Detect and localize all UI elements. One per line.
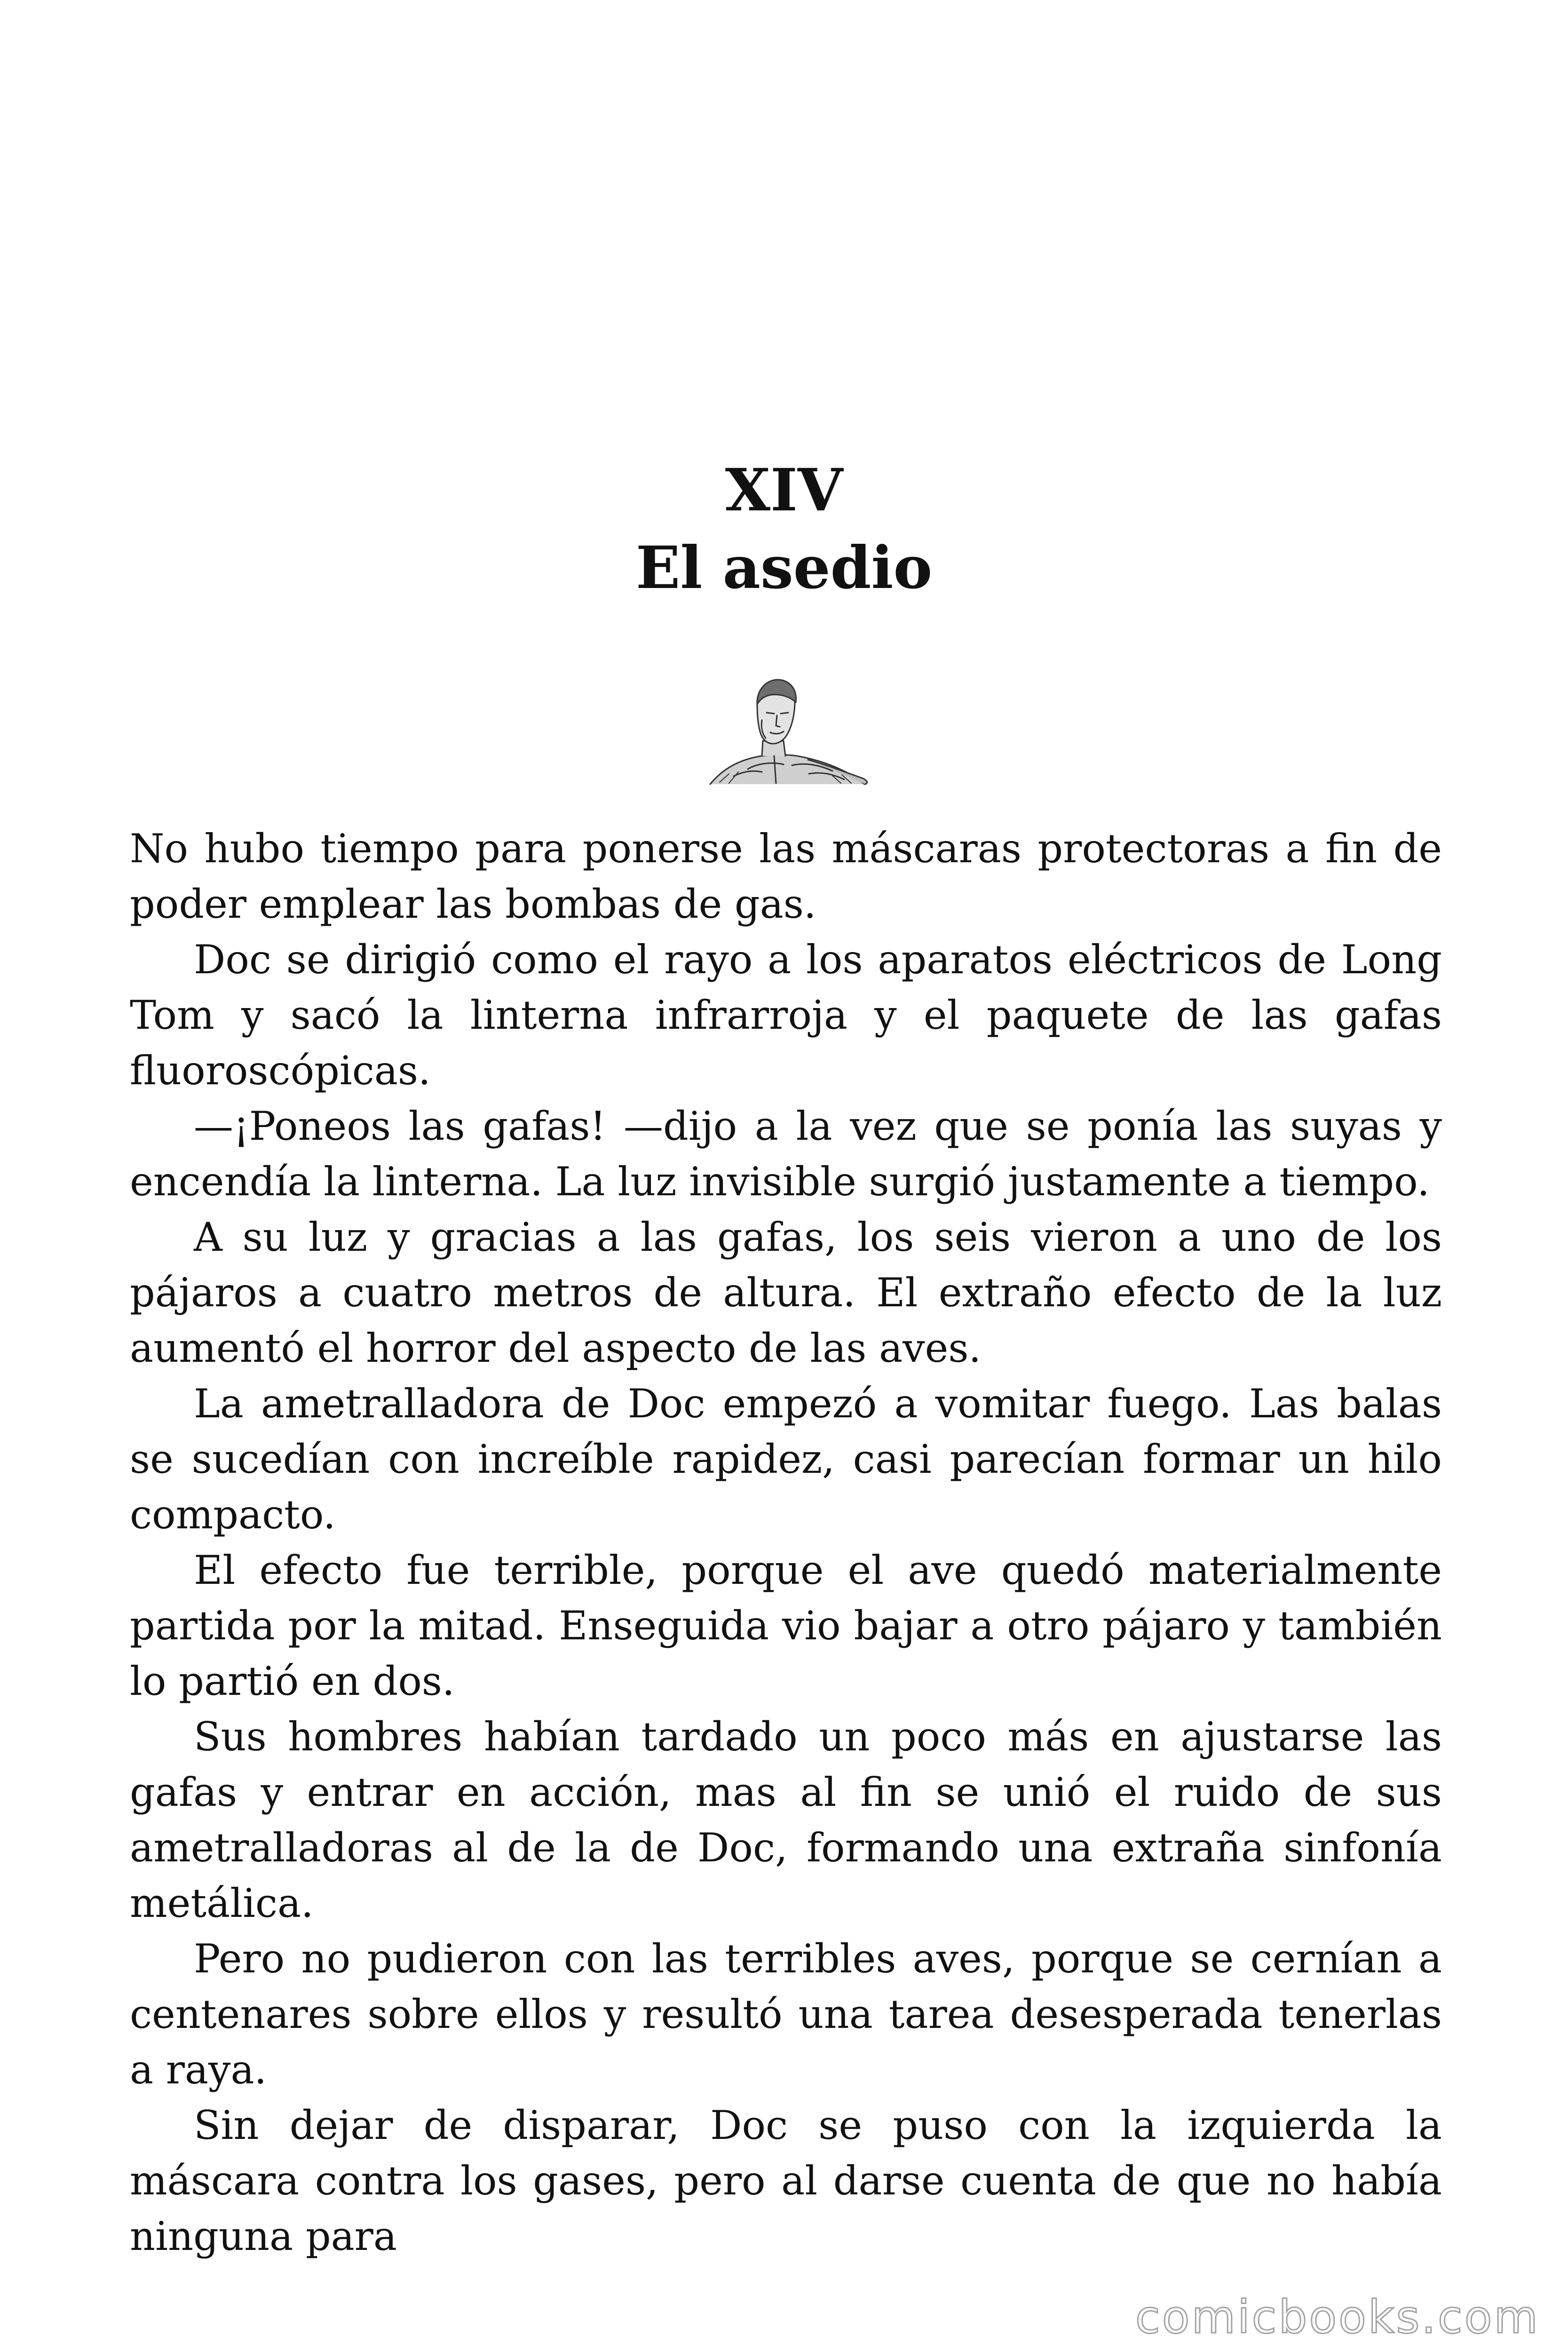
chapter-number: XIV	[725, 456, 843, 524]
chapter-heading	[0, 452, 1568, 607]
chapter-title: El asedio	[635, 534, 933, 602]
paragraph: Pero no pudieron con las terribles aves, porque se cernían a centenares sobre ellos y resultó una tarea desesperada tenerlas a raya.	[130, 1936, 1442, 2093]
body-text	[130, 821, 1442, 2264]
paragraph: —¡Poneos las gafas! —dijo a la vez que se ponía las suyas y encendía la linterna. La luz invisible surgió justamente a tiempo.	[130, 1103, 1442, 1205]
doc-savage-bust-icon	[691, 675, 879, 788]
paragraph: A su luz y gracias a las gafas, los seis vieron a uno de los pájaros a cuatro metros de altura. El extraño efecto de la luz aumentó el horror del aspecto de las aves.	[130, 1214, 1442, 1371]
paragraph: Doc se dirigió como el rayo a los aparatos eléctricos de Long Tom y sacó la linterna infrarroja y el paquete de las gafas fluoroscópicas.	[130, 937, 1442, 1094]
paragraph: Sin dejar de disparar, Doc se puso con la izquierda la máscara contra los gases, pero al darse cuenta de que no había ninguna para	[130, 2102, 1442, 2259]
watermark: comicbooks.com	[1135, 2291, 1540, 2344]
paragraph: No hubo tiempo para ponerse las máscaras protectoras a fin de poder emplear las bombas de gas.	[130, 826, 1442, 927]
paragraph: Sus hombres habían tardado un poco más en ajustarse las gafas y entrar en acción, mas al fin se unió el ruido de sus ametralladoras al de la de Doc, formando una extraña sinfonía metálica.	[130, 1714, 1442, 1926]
paragraph: La ametralladora de Doc empezó a vomitar fuego. Las balas se sucedían con increíble rapidez, casi parecían formar un hilo compacto.	[130, 1381, 1442, 1538]
paragraph: El efecto fue terrible, porque el ave quedó materialmente partida por la mitad. Enseguida vio bajar a otro pájaro y también lo partió en dos.	[130, 1547, 1442, 1704]
